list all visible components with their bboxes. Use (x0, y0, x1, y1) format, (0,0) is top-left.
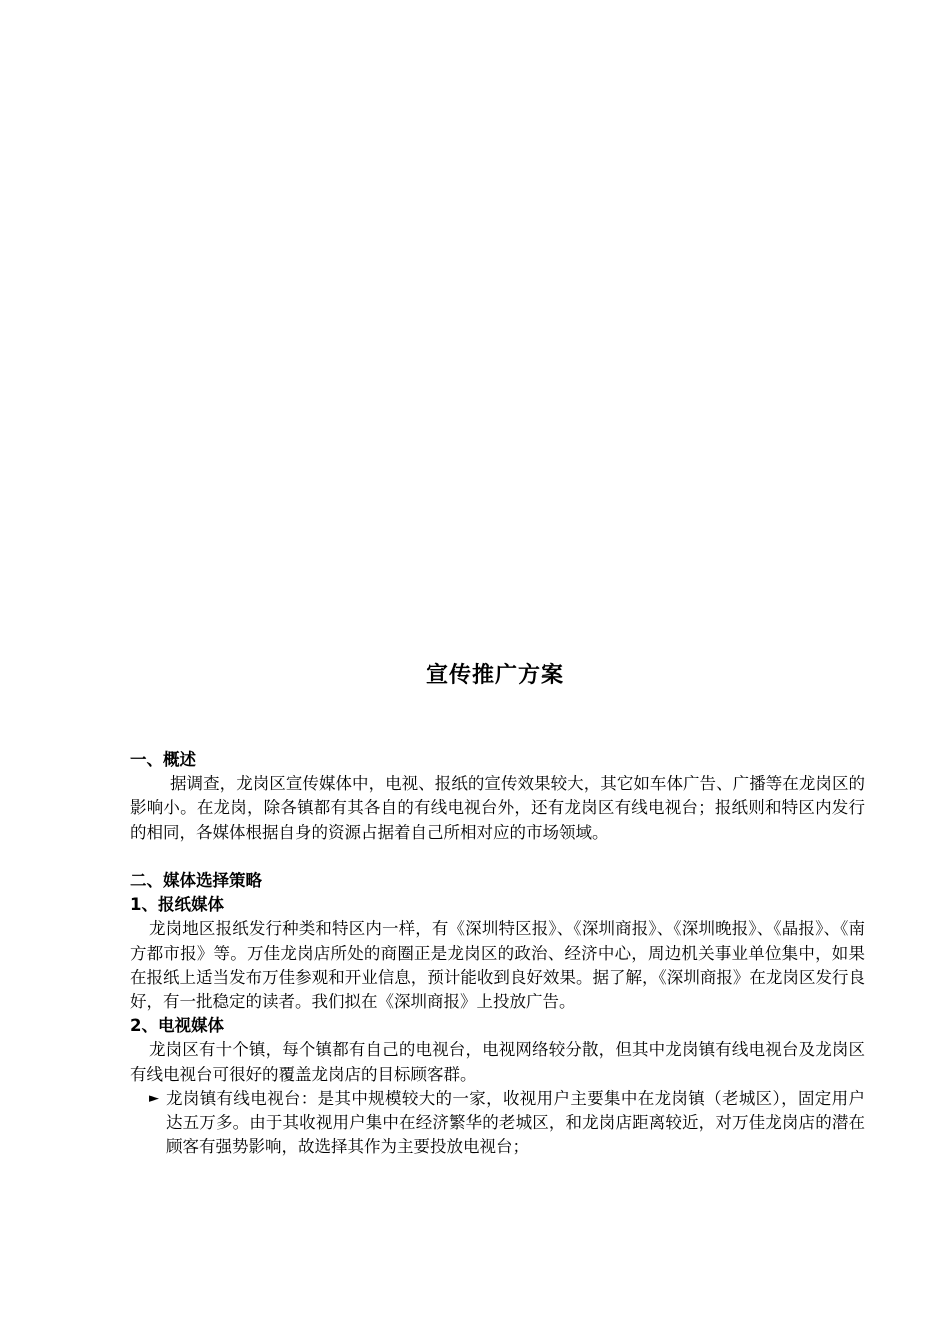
newspaper-paragraph: 龙岗地区报纸发行种类和特区内一样，有《深圳特区报》、《深圳商报》、《深圳晚报》、《晶报》、《南方都市报》等。万佳龙岗店所处的商圈正是龙岗区的政治、经济中心，周边机关事业单位集中，如果在报纸上适当发布万佳参观和开业信息，预计能收到良好效果。据了解，《深圳商报》在龙岗区发行良好，有一批稳定的读者。我们拟在《深圳商报》上投放广告。 (130, 919, 865, 1012)
spacer (130, 845, 865, 869)
document-body (130, 748, 865, 1159)
tv-bullet-text: 龙岗镇有线电视台：是其中规模较大的一家，收视用户主要集中在龙岗镇（老城区），固定用户达五万多。由于其收视用户集中在经济繁华的老城区，和龙岗店距离较近，对万佳龙岗店的潜在顾客有强势影响，故选择其作为主要投放电视台； (166, 1088, 865, 1157)
bullet-arrow-icon: ► (149, 1090, 159, 1106)
tv-bullet-item (130, 1087, 865, 1160)
overview-paragraph: 据调查，龙岗区宣传媒体中，电视、报纸的宣传效果较大，其它如车体广告、广播等在龙岗区的影响小。在龙岗，除各镇都有其各自的有线电视台外，还有龙岗区有线电视台；报纸则和特区内发行的相同，各媒体根据自身的资源占据着自己所相对应的市场领域。 (130, 774, 865, 842)
section-heading-overview: 一、概述 (130, 750, 196, 769)
subheading-newspaper: 1、报纸媒体 (130, 895, 224, 915)
page-title: 宣传推广方案 (425, 662, 564, 688)
tv-paragraph: 龙岗区有十个镇，每个镇都有自己的电视台，电视网络较分散，但其中龙岗镇有线电视台及龙岗区有线电视台可很好的覆盖龙岗店的目标顾客群。 (130, 1040, 865, 1084)
subheading-tv: 2、电视媒体 (130, 1016, 224, 1036)
section-heading-media-strategy: 二、媒体选择策略 (130, 871, 262, 890)
